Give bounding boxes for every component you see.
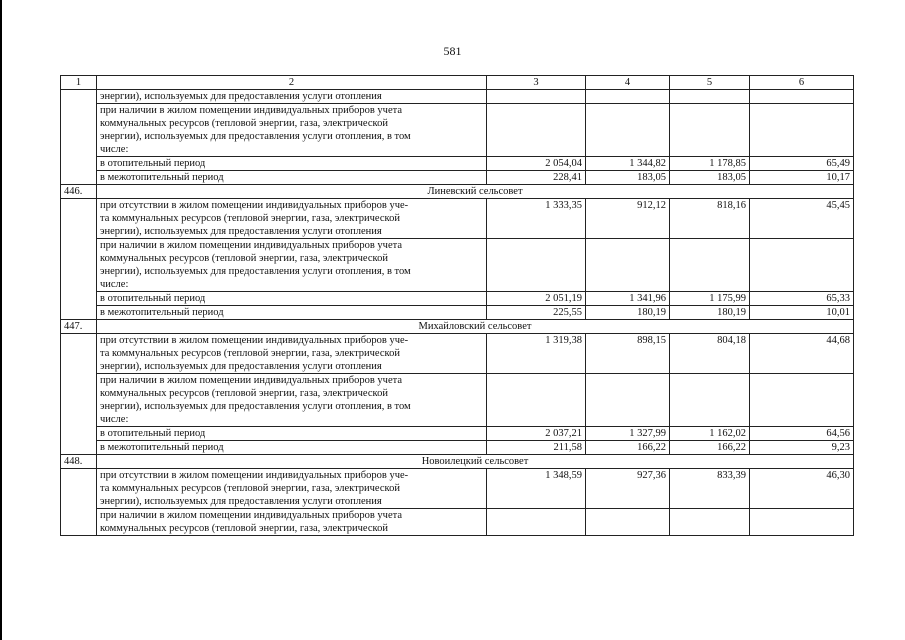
section-number: 446. <box>61 185 97 199</box>
value-cell <box>586 374 670 427</box>
table-row <box>61 199 854 239</box>
value-cell: 10,01 <box>750 306 854 320</box>
table-row <box>61 509 854 536</box>
col-header-2: 2 <box>97 76 487 90</box>
value-cell: 10,17 <box>750 171 854 185</box>
row-label: при наличии в жилом помещении индивидуальных приборов учета коммунальных ресурсов (тепловой энергии, газа, электрической энергии), используемых для предоставления услуги отопления, в том числе: <box>97 374 487 427</box>
table-row <box>61 90 854 104</box>
value-cell: 2 051,19 <box>487 292 586 306</box>
table-row <box>61 306 854 320</box>
value-cell <box>750 509 854 536</box>
value-cell: 9,23 <box>750 441 854 455</box>
value-cell: 1 327,99 <box>586 427 670 441</box>
value-cell <box>750 374 854 427</box>
row-label: при наличии в жилом помещении индивидуальных приборов учета коммунальных ресурсов (тепловой энергии, газа, электрической энергии), используемых для предоставления услуги отопления, в том числе: <box>97 239 487 292</box>
row-label: при наличии в жилом помещении индивидуальных приборов учета коммунальных ресурсов (тепловой энергии, газа, электрической энергии), используемых для предоставления услуги отопления, в том числе: <box>97 104 487 157</box>
row-label: в отопительный период <box>97 292 487 306</box>
value-cell <box>750 90 854 104</box>
row-label: при отсутствии в жилом помещении индивидуальных приборов уче- та коммунальных ресурсов (тепловой энергии, газа, электрической энергии), используемых для предоставления услуги отопления <box>97 334 487 374</box>
value-cell <box>487 239 586 292</box>
value-cell <box>670 90 750 104</box>
section-title: Линевский сельсовет <box>97 185 854 199</box>
value-cell <box>750 239 854 292</box>
row-label: в отопительный период <box>97 427 487 441</box>
value-cell <box>670 374 750 427</box>
row-label: в межотопительный период <box>97 306 487 320</box>
value-cell: 1 341,96 <box>586 292 670 306</box>
value-cell: 1 348,59 <box>487 469 586 509</box>
value-cell: 1 178,85 <box>670 157 750 171</box>
value-cell <box>586 104 670 157</box>
row-label: в межотопительный период <box>97 171 487 185</box>
value-cell <box>670 239 750 292</box>
tariff-table <box>60 75 854 536</box>
value-cell: 804,18 <box>670 334 750 374</box>
row-label: энергии), используемых для предоставления услуги отопления <box>97 90 487 104</box>
value-cell: 228,41 <box>487 171 586 185</box>
col-header-5: 5 <box>670 76 750 90</box>
table-row <box>61 374 854 427</box>
value-cell: 46,30 <box>750 469 854 509</box>
value-cell: 180,19 <box>670 306 750 320</box>
value-cell <box>586 239 670 292</box>
table-row <box>61 427 854 441</box>
value-cell: 2 054,04 <box>487 157 586 171</box>
value-cell: 183,05 <box>586 171 670 185</box>
section-title: Михайловский сельсовет <box>97 320 854 334</box>
value-cell <box>487 509 586 536</box>
col-header-6: 6 <box>750 76 854 90</box>
table-row <box>61 292 854 306</box>
value-cell: 1 175,99 <box>670 292 750 306</box>
section-number: 447. <box>61 320 97 334</box>
value-cell <box>487 374 586 427</box>
value-cell: 2 037,21 <box>487 427 586 441</box>
value-cell <box>586 509 670 536</box>
section-title: Новоилецкий сельсовет <box>97 455 854 469</box>
row-number-cell <box>61 90 97 185</box>
row-label: при отсутствии в жилом помещении индивидуальных приборов уче- та коммунальных ресурсов (тепловой энергии, газа, электрической энергии), используемых для предоставления услуги отопления <box>97 199 487 239</box>
value-cell: 1 333,35 <box>487 199 586 239</box>
section-header-row <box>61 320 854 334</box>
value-cell: 166,22 <box>586 441 670 455</box>
value-cell: 65,49 <box>750 157 854 171</box>
value-cell: 211,58 <box>487 441 586 455</box>
col-header-1: 1 <box>61 76 97 90</box>
table-row <box>61 104 854 157</box>
column-number-row <box>61 76 854 90</box>
row-number-cell <box>61 334 97 455</box>
col-header-3: 3 <box>487 76 586 90</box>
value-cell: 65,33 <box>750 292 854 306</box>
value-cell: 183,05 <box>670 171 750 185</box>
value-cell <box>487 104 586 157</box>
value-cell: 166,22 <box>670 441 750 455</box>
value-cell: 927,36 <box>586 469 670 509</box>
value-cell: 225,55 <box>487 306 586 320</box>
value-cell: 833,39 <box>670 469 750 509</box>
row-number-cell <box>61 469 97 536</box>
value-cell: 1 319,38 <box>487 334 586 374</box>
row-label: при наличии в жилом помещении индивидуальных приборов учета коммунальных ресурсов (тепловой энергии, газа, электрической <box>97 509 487 536</box>
row-label: в межотопительный период <box>97 441 487 455</box>
value-cell <box>670 104 750 157</box>
table-row <box>61 334 854 374</box>
value-cell: 818,16 <box>670 199 750 239</box>
row-label: при отсутствии в жилом помещении индивидуальных приборов уче- та коммунальных ресурсов (тепловой энергии, газа, электрической энергии), используемых для предоставления услуги отопления <box>97 469 487 509</box>
value-cell <box>750 104 854 157</box>
section-number: 448. <box>61 455 97 469</box>
value-cell: 898,15 <box>586 334 670 374</box>
table-row <box>61 157 854 171</box>
section-header-row <box>61 455 854 469</box>
table-row <box>61 171 854 185</box>
value-cell <box>487 90 586 104</box>
value-cell: 912,12 <box>586 199 670 239</box>
row-number-cell <box>61 199 97 320</box>
value-cell: 1 162,02 <box>670 427 750 441</box>
col-header-4: 4 <box>586 76 670 90</box>
scan-left-edge <box>0 0 2 640</box>
value-cell: 1 344,82 <box>586 157 670 171</box>
table-row <box>61 469 854 509</box>
value-cell <box>670 509 750 536</box>
value-cell: 64,56 <box>750 427 854 441</box>
table-row <box>61 441 854 455</box>
row-label: в отопительный период <box>97 157 487 171</box>
value-cell: 44,68 <box>750 334 854 374</box>
value-cell: 45,45 <box>750 199 854 239</box>
value-cell: 180,19 <box>586 306 670 320</box>
table-row <box>61 239 854 292</box>
page-number: 581 <box>443 44 462 58</box>
section-header-row <box>61 185 854 199</box>
value-cell <box>586 90 670 104</box>
